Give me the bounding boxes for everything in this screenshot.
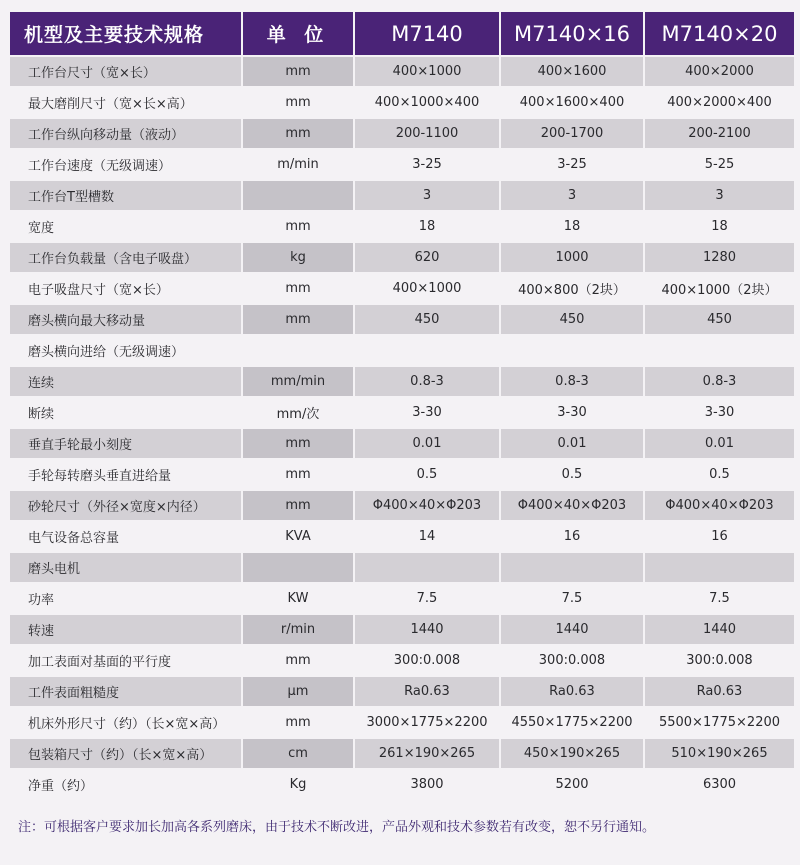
row-spec-cell: 工作台速度（无级调速） bbox=[10, 149, 242, 180]
row-value-m7140x20: Φ400×40×Φ203 bbox=[644, 490, 794, 521]
row-spec-cell: 磨头横向进给（无级调速） bbox=[10, 335, 242, 366]
row-unit-cell: KW bbox=[242, 583, 354, 614]
table-row bbox=[10, 211, 794, 242]
table-row bbox=[10, 583, 794, 614]
row-spec-cell: 工作台尺寸（宽×长） bbox=[10, 56, 242, 87]
row-value-m7140: 261×190×265 bbox=[354, 738, 500, 769]
row-value-m7140x16: 7.5 bbox=[500, 583, 644, 614]
row-unit-cell: r/min bbox=[242, 614, 354, 645]
table-row bbox=[10, 180, 794, 211]
row-unit-cell: mm bbox=[242, 211, 354, 242]
row-value-m7140x20: 200-2100 bbox=[644, 118, 794, 149]
table-row bbox=[10, 552, 794, 583]
table-row bbox=[10, 304, 794, 335]
row-value-m7140x16: 4550×1775×2200 bbox=[500, 707, 644, 738]
row-value-m7140x20: 0.5 bbox=[644, 459, 794, 490]
row-spec-cell: 加工表面对基面的平行度 bbox=[10, 645, 242, 676]
header-unit: 单 位 bbox=[242, 12, 354, 56]
row-value-m7140x16: 0.5 bbox=[500, 459, 644, 490]
row-value-m7140x20: 18 bbox=[644, 211, 794, 242]
table-row bbox=[10, 397, 794, 428]
row-value-m7140: 3 bbox=[354, 180, 500, 211]
table-header bbox=[10, 12, 794, 56]
row-value-m7140: 0.8-3 bbox=[354, 366, 500, 397]
row-value-m7140x16: 300:0.008 bbox=[500, 645, 644, 676]
row-value-m7140x20: 16 bbox=[644, 521, 794, 552]
table-row bbox=[10, 149, 794, 180]
row-value-m7140x16: 1000 bbox=[500, 242, 644, 273]
row-spec-cell: 工作台T型槽数 bbox=[10, 180, 242, 211]
table-row bbox=[10, 490, 794, 521]
row-value-m7140x20: 1280 bbox=[644, 242, 794, 273]
row-value-m7140x20: 6300 bbox=[644, 769, 794, 799]
row-value-m7140: 7.5 bbox=[354, 583, 500, 614]
row-value-m7140x16: 5200 bbox=[500, 769, 644, 799]
row-value-m7140x16: 16 bbox=[500, 521, 644, 552]
row-unit-cell: cm bbox=[242, 738, 354, 769]
row-spec-cell: 净重（约） bbox=[10, 769, 242, 799]
row-value-m7140x16: 18 bbox=[500, 211, 644, 242]
row-value-m7140: 18 bbox=[354, 211, 500, 242]
row-value-m7140x16: 0.01 bbox=[500, 428, 644, 459]
row-spec-cell: 工作台纵向移动量（液动） bbox=[10, 118, 242, 149]
row-unit-cell: kg bbox=[242, 242, 354, 273]
row-unit-cell bbox=[242, 335, 354, 366]
row-value-m7140: 200-1100 bbox=[354, 118, 500, 149]
row-value-m7140x20: 510×190×265 bbox=[644, 738, 794, 769]
header-model-m7140x16: M7140×16 bbox=[500, 12, 644, 56]
row-spec-cell: 电气设备总容量 bbox=[10, 521, 242, 552]
row-value-m7140x16: 3-30 bbox=[500, 397, 644, 428]
row-unit-cell: mm bbox=[242, 490, 354, 521]
row-spec-cell: 磨头横向最大移动量 bbox=[10, 304, 242, 335]
row-value-m7140x16 bbox=[500, 335, 644, 366]
header-spec: 机型及主要技术规格 bbox=[10, 12, 242, 56]
row-value-m7140: 450 bbox=[354, 304, 500, 335]
row-value-m7140x16: 450 bbox=[500, 304, 644, 335]
row-unit-cell: mm bbox=[242, 87, 354, 118]
row-value-m7140: 14 bbox=[354, 521, 500, 552]
row-value-m7140: 3800 bbox=[354, 769, 500, 799]
row-value-m7140: Φ400×40×Φ203 bbox=[354, 490, 500, 521]
row-spec-cell: 转速 bbox=[10, 614, 242, 645]
row-value-m7140x16: 3-25 bbox=[500, 149, 644, 180]
row-spec-cell: 宽度 bbox=[10, 211, 242, 242]
table-row bbox=[10, 366, 794, 397]
row-value-m7140x20: 400×2000 bbox=[644, 56, 794, 87]
row-value-m7140: 620 bbox=[354, 242, 500, 273]
row-unit-cell: mm bbox=[242, 273, 354, 304]
row-value-m7140: 400×1000 bbox=[354, 273, 500, 304]
row-unit-cell: mm/次 bbox=[242, 397, 354, 428]
row-value-m7140x16: 1440 bbox=[500, 614, 644, 645]
table-row bbox=[10, 335, 794, 366]
row-unit-cell: mm bbox=[242, 304, 354, 335]
row-spec-cell: 机床外形尺寸（约）（长×宽×高） bbox=[10, 707, 242, 738]
table-row bbox=[10, 459, 794, 490]
table-row bbox=[10, 614, 794, 645]
row-value-m7140x16: 400×800（2块） bbox=[500, 273, 644, 304]
row-spec-cell: 磨头电机 bbox=[10, 552, 242, 583]
row-value-m7140x16 bbox=[500, 552, 644, 583]
row-value-m7140: 300:0.008 bbox=[354, 645, 500, 676]
row-unit-cell: mm bbox=[242, 459, 354, 490]
header-model-m7140x20: M7140×20 bbox=[644, 12, 794, 56]
row-value-m7140: 3-25 bbox=[354, 149, 500, 180]
row-value-m7140 bbox=[354, 335, 500, 366]
table-row bbox=[10, 738, 794, 769]
row-value-m7140x20: 5-25 bbox=[644, 149, 794, 180]
row-unit-cell: mm/min bbox=[242, 366, 354, 397]
row-spec-cell: 手轮每转磨头垂直进给量 bbox=[10, 459, 242, 490]
row-value-m7140: Ra0.63 bbox=[354, 676, 500, 707]
row-value-m7140x20: 1440 bbox=[644, 614, 794, 645]
row-value-m7140: 3-30 bbox=[354, 397, 500, 428]
table-row bbox=[10, 707, 794, 738]
row-unit-cell: mm bbox=[242, 118, 354, 149]
table-body bbox=[10, 56, 794, 799]
table-row bbox=[10, 521, 794, 552]
table-row bbox=[10, 242, 794, 273]
row-spec-cell: 工作台负载量（含电子吸盘） bbox=[10, 242, 242, 273]
table-row bbox=[10, 273, 794, 304]
row-unit-cell: μm bbox=[242, 676, 354, 707]
row-value-m7140: 0.01 bbox=[354, 428, 500, 459]
row-value-m7140x16: 400×1600 bbox=[500, 56, 644, 87]
row-value-m7140x16: 3 bbox=[500, 180, 644, 211]
row-value-m7140: 0.5 bbox=[354, 459, 500, 490]
row-value-m7140x20: 3-30 bbox=[644, 397, 794, 428]
row-value-m7140x16: 200-1700 bbox=[500, 118, 644, 149]
row-value-m7140x20: 7.5 bbox=[644, 583, 794, 614]
footnote: 注：可根据客户要求加长加高各系列磨床，由于技术不断改进，产品外观和技术参数若有改变，恕不另行通知。 bbox=[18, 820, 656, 835]
row-value-m7140x20: 5500×1775×2200 bbox=[644, 707, 794, 738]
row-value-m7140x16: 0.8-3 bbox=[500, 366, 644, 397]
spec-table bbox=[10, 12, 794, 799]
row-spec-cell: 最大磨削尺寸（宽×长×高） bbox=[10, 87, 242, 118]
row-value-m7140x16: 450×190×265 bbox=[500, 738, 644, 769]
table-row bbox=[10, 428, 794, 459]
row-value-m7140x16: 400×1600×400 bbox=[500, 87, 644, 118]
row-unit-cell: mm bbox=[242, 56, 354, 87]
header-model-m7140: M7140 bbox=[354, 12, 500, 56]
row-value-m7140x16: Ra0.63 bbox=[500, 676, 644, 707]
row-unit-cell: mm bbox=[242, 707, 354, 738]
row-value-m7140: 400×1000 bbox=[354, 56, 500, 87]
row-value-m7140x20: 0.01 bbox=[644, 428, 794, 459]
row-value-m7140: 3000×1775×2200 bbox=[354, 707, 500, 738]
table-row bbox=[10, 769, 794, 799]
row-unit-cell: KVA bbox=[242, 521, 354, 552]
row-unit-cell bbox=[242, 552, 354, 583]
row-spec-cell: 连续 bbox=[10, 366, 242, 397]
row-value-m7140x20: 450 bbox=[644, 304, 794, 335]
table-row bbox=[10, 645, 794, 676]
row-value-m7140: 400×1000×400 bbox=[354, 87, 500, 118]
row-value-m7140x16: Φ400×40×Φ203 bbox=[500, 490, 644, 521]
table-row bbox=[10, 56, 794, 87]
row-spec-cell: 工件表面粗糙度 bbox=[10, 676, 242, 707]
row-unit-cell: Kg bbox=[242, 769, 354, 799]
row-value-m7140x20: 300:0.008 bbox=[644, 645, 794, 676]
row-spec-cell: 砂轮尺寸（外径×宽度×内径） bbox=[10, 490, 242, 521]
row-spec-cell: 垂直手轮最小刻度 bbox=[10, 428, 242, 459]
row-value-m7140 bbox=[354, 552, 500, 583]
table-row bbox=[10, 87, 794, 118]
row-unit-cell: mm bbox=[242, 645, 354, 676]
row-value-m7140x20 bbox=[644, 552, 794, 583]
row-unit-cell bbox=[242, 180, 354, 211]
row-spec-cell: 断续 bbox=[10, 397, 242, 428]
table-row bbox=[10, 676, 794, 707]
row-spec-cell: 电子吸盘尺寸（宽×长） bbox=[10, 273, 242, 304]
row-value-m7140: 1440 bbox=[354, 614, 500, 645]
row-spec-cell: 包装箱尺寸（约）（长×宽×高） bbox=[10, 738, 242, 769]
row-value-m7140x20: 0.8-3 bbox=[644, 366, 794, 397]
row-spec-cell: 功率 bbox=[10, 583, 242, 614]
row-value-m7140x20 bbox=[644, 335, 794, 366]
row-value-m7140x20: 3 bbox=[644, 180, 794, 211]
row-unit-cell: m/min bbox=[242, 149, 354, 180]
row-value-m7140x20: 400×1000（2块） bbox=[644, 273, 794, 304]
row-value-m7140x20: Ra0.63 bbox=[644, 676, 794, 707]
table-row bbox=[10, 118, 794, 149]
row-unit-cell: mm bbox=[242, 428, 354, 459]
row-value-m7140x20: 400×2000×400 bbox=[644, 87, 794, 118]
